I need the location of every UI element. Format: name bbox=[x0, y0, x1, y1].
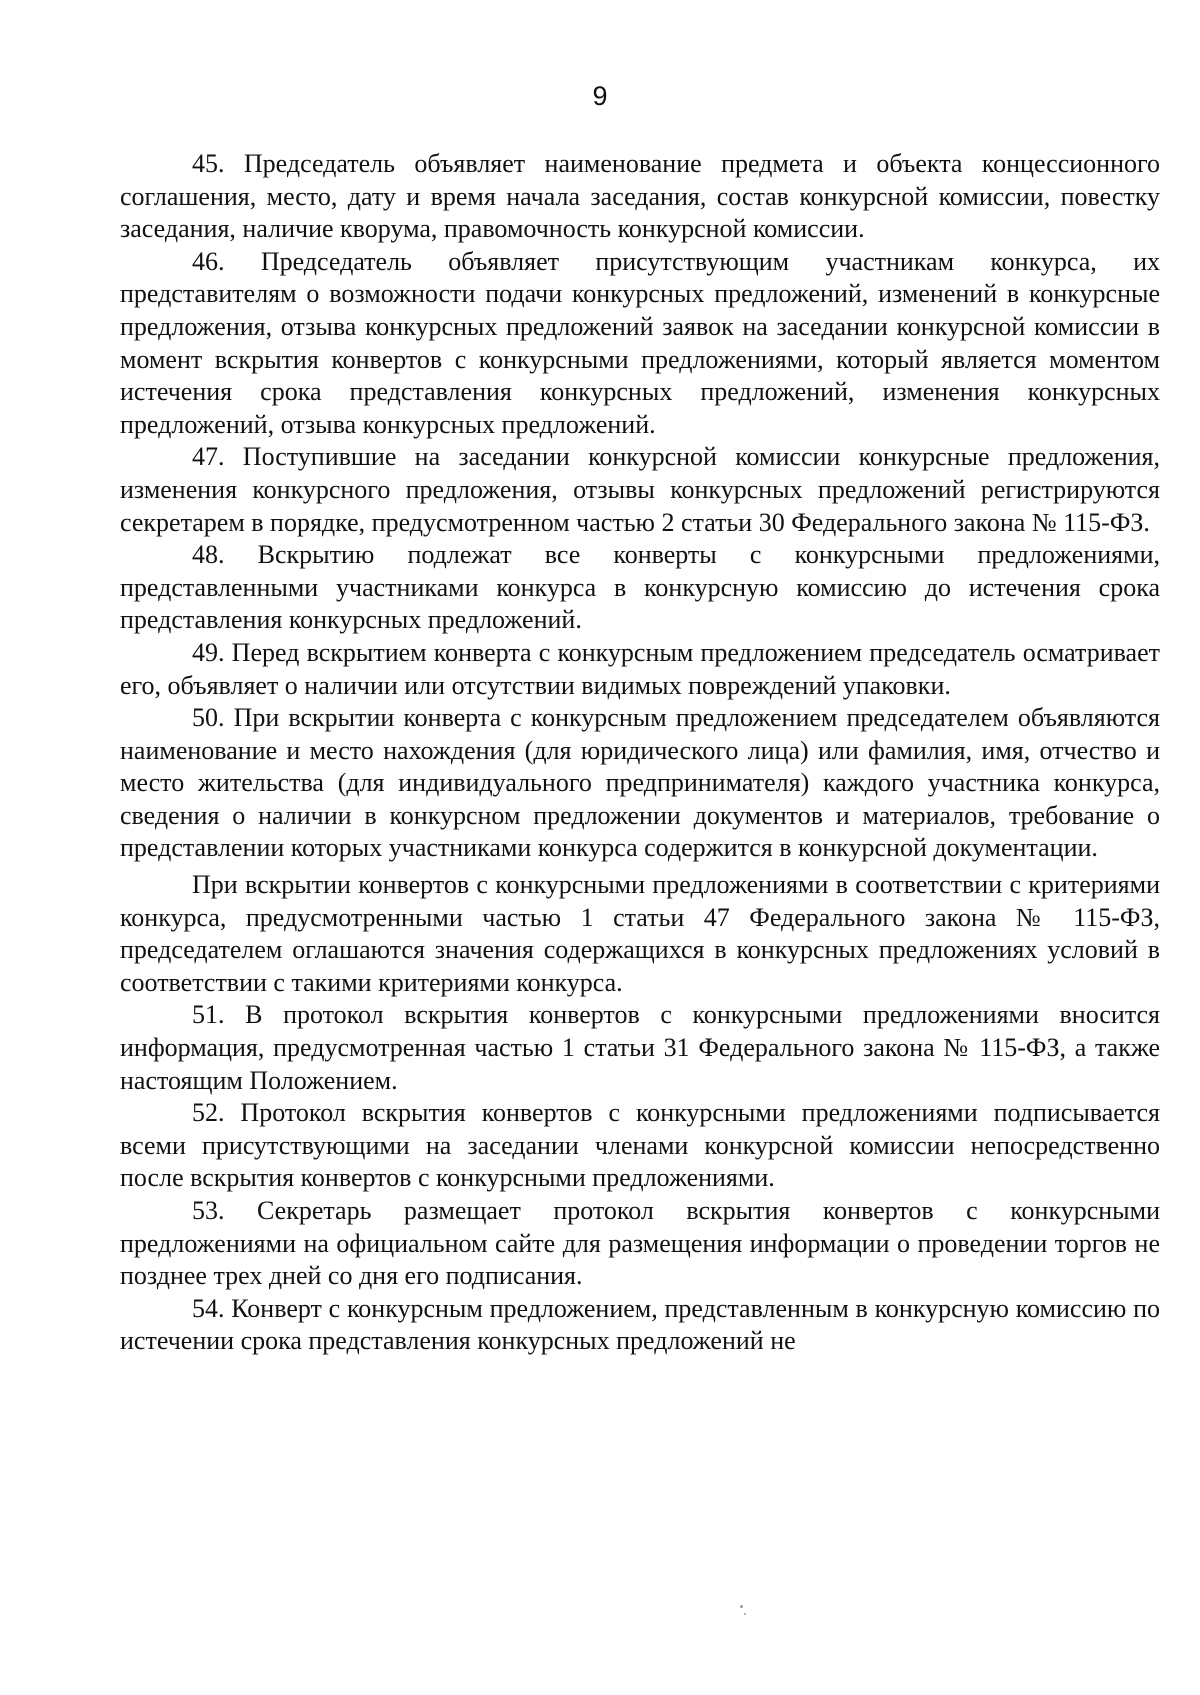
scan-artifact-dot bbox=[744, 1613, 746, 1615]
paragraph-48: 48. Вскрытию подлежат все конверты с конкурсными предложениями, представленными участниками конкурса в конкурсную комиссию до истечения срока представления конкурсных предложений. bbox=[120, 540, 1160, 635]
scan-artifact-dot bbox=[740, 1605, 743, 1608]
document-body bbox=[120, 148, 1160, 1358]
paragraph-53: 53. Секретарь размещает протокол вскрытия конвертов с конкурсными предложениями на официальном сайте для размещения информации о проведении торгов не позднее трех дней со дня его подписания. bbox=[120, 1196, 1160, 1291]
paragraph-54: 54. Конверт с конкурсным предложением, представленным в конкурсную комиссию по истечении срока представления конкурсных предложений не bbox=[120, 1293, 1160, 1356]
paragraph-47: 47. Поступившие на заседании конкурсной комиссии конкурсные предложения, изменения конкурсного предложения, отзывы конкурсных предложений регистрируются секретарем в порядке, предусмотренном частью 2 статьи 30 Федерального закона № 115-ФЗ. bbox=[120, 442, 1160, 537]
paragraph-52: 52. Протокол вскрытия конвертов с конкурсными предложениями подписывается всеми присутствующими на заседании членами конкурсной комиссии непосредственно после вскрытия конвертов с конкурсными предложениями. bbox=[120, 1098, 1160, 1193]
paragraph-50: 50. При вскрытии конверта с конкурсным предложением председателем объявляются наименование и место нахождения (для юридического лица) или фамилия, имя, отчество и место жительства (для индивидуального предпринимателя) каждого участника конкурса, сведения о наличии в конкурсном предложении документов и материалов, требование о представлении которых участниками конкурса содержится в конкурсной документации. bbox=[120, 703, 1160, 863]
page-number: 9 bbox=[592, 81, 608, 111]
paragraph-50-continuation: При вскрытии конвертов с конкурсными предложениями в соответствии с критериями конкурса, предусмотренными частью 1 статьи 47 Федерального закона № 115-ФЗ, председателем оглашаются значения содержащихся в конкурсных предложениях условий в соответствии с такими критериями конкурса. bbox=[120, 870, 1160, 997]
paragraph-46: 46. Председатель объявляет присутствующим участникам конкурса, их представителям о возможности подачи конкурсных предложений, изменений в конкурсные предложения, отзыва конкурсных предложений заявок на заседании конкурсной комиссии в момент вскрытия конвертов с конкурсными предложениями, который является моментом истечения срока представления конкурсных предложений, изменения конкурсных предложений, отзыва конкурсных предложений. bbox=[120, 246, 1160, 439]
paragraph-49: 49. Перед вскрытием конверта с конкурсным предложением председатель осматривает его, объявляет о наличии или отсутствии видимых повреждений упаковки. bbox=[120, 637, 1160, 700]
paragraph-51: 51. В протокол вскрытия конвертов с конкурсными предложениями вносится информация, предусмотренная частью 1 статьи 31 Федерального закона № 115-ФЗ, а также настоящим Положением. bbox=[120, 1000, 1160, 1095]
paragraph-45: 45. Председатель объявляет наименование предмета и объекта концессионного соглашения, место, дату и время начала заседания, состав конкурсной комиссии, повестку заседания, наличие кворума, правомочность конкурсной комиссии. bbox=[120, 149, 1160, 244]
